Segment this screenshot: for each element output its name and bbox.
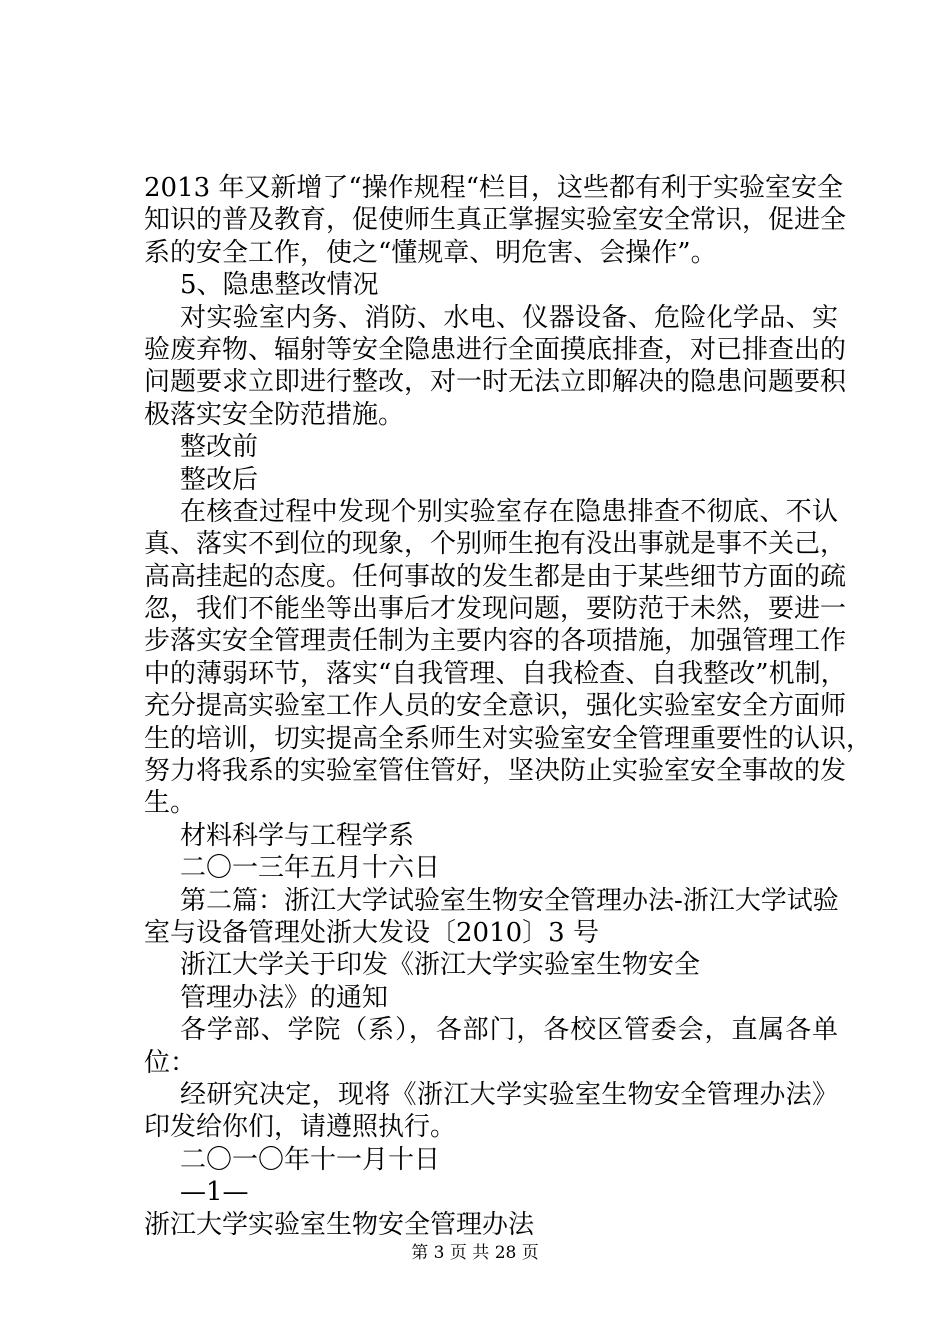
text-line: 整改前 <box>180 432 259 463</box>
text-line: —1— <box>180 1177 249 1208</box>
text-line: 中的薄弱环节，落实“自我管理、自我检查、自我整改”机制， <box>144 658 847 689</box>
text-line: 生的培训，切实提高全系师生对实验室安全管理重要性的认识， <box>144 723 873 754</box>
text-line: 系的安全工作，使之“懂规章、明危害、会操作”。 <box>144 237 717 268</box>
text-line: 管理办法》的通知 <box>180 982 389 1013</box>
text-line: 5、隐患整改情况 <box>180 270 379 301</box>
text-line: 真、落实不到位的现象，个别师生抱有没出事就是事不关己， <box>144 529 847 560</box>
text-line: 生。 <box>144 788 197 819</box>
text-line: 二〇一三年五月十六日 <box>180 853 441 884</box>
text-line: 问题要求立即进行整改，对一时无法立即解决的隐患问题要积 <box>144 367 847 398</box>
text-line: 极落实安全防范措施。 <box>144 399 405 430</box>
page-footer: 第 3 页 共 28 页 <box>411 1243 539 1263</box>
text-line: 2013 年又新增了“操作规程“栏目，这些都有利于实验室安全 <box>144 173 844 203</box>
text-line: 二〇一〇年十一月十日 <box>180 1144 441 1175</box>
text-line: 室与设备管理处浙大发设〔2010〕3 号 <box>144 917 599 948</box>
text-line: 忽，我们不能坐等出事后才发现问题，要防范于未然，要进一 <box>144 594 847 625</box>
text-line: 高高挂起的态度。任何事故的发生都是由于某些细节方面的疏 <box>144 561 847 592</box>
text-line: 第二篇：浙江大学试验室生物安全管理办法-浙江大学试验 <box>180 885 839 916</box>
text-line: 各学部、学院（系），各部门，各校区管委会，直属各单 <box>180 1015 838 1046</box>
text-line: 整改后 <box>180 464 259 495</box>
text-line: 知识的普及教育，促使师生真正掌握实验室安全常识，促进全 <box>144 205 847 236</box>
text-line: 对实验室内务、消防、水电、仪器设备、危险化学品、实 <box>180 302 838 333</box>
text-line: 努力将我系的实验室管住管好，坚决防止实验室安全事故的发 <box>144 756 847 787</box>
text-line: 验废弃物、辐射等安全隐患进行全面摸底排查，对已排查出的 <box>144 334 847 365</box>
text-line: 充分提高实验室工作人员的安全意识，强化实验室安全方面师 <box>144 691 847 722</box>
text-line: 印发给你们，请遵照执行。 <box>144 1112 457 1143</box>
text-line: 浙江大学关于印发《浙江大学实验室生物安全 <box>180 950 701 981</box>
text-line: 浙江大学实验室生物安全管理办法 <box>144 1209 535 1240</box>
text-line: 材料科学与工程学系 <box>180 820 415 851</box>
text-line: 步落实安全管理责任制为主要内容的各项措施，加强管理工作 <box>144 626 847 657</box>
document-body <box>144 172 873 1241</box>
text-line: 位： <box>144 1047 197 1078</box>
text-line: 在核查过程中发现个别实验室存在隐患排查不彻底、不认 <box>180 496 838 527</box>
text-line: 经研究决定，现将《浙江大学实验室生物安全管理办法》 <box>180 1079 838 1110</box>
